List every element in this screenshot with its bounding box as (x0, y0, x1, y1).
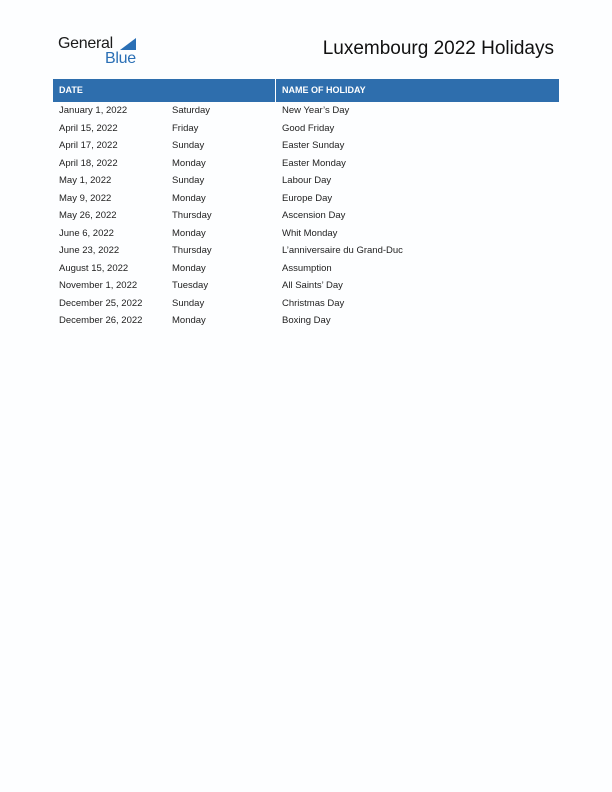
table-row (53, 190, 559, 208)
logo-triangle-icon (120, 38, 136, 50)
holiday-date: April 15, 2022 (59, 122, 118, 134)
holiday-weekday: Monday (172, 157, 206, 169)
header-holiday-name: NAME OF HOLIDAY (282, 85, 366, 95)
holiday-date: November 1, 2022 (59, 280, 138, 291)
table-header (53, 79, 559, 102)
holiday-weekday: Thursday (172, 245, 212, 256)
table-row (53, 225, 559, 243)
holiday-name: Easter Sunday (282, 140, 345, 151)
holiday-date: December 25, 2022 (59, 297, 143, 309)
holiday-date: December 26, 2022 (59, 315, 143, 326)
holiday-name: Easter Monday (282, 157, 346, 169)
table-row (53, 120, 559, 138)
table-row (53, 277, 559, 295)
table-row (53, 172, 559, 190)
logo-text-blue: Blue (105, 50, 136, 67)
table-row (53, 155, 559, 173)
holiday-date: August 15, 2022 (59, 262, 129, 274)
holiday-date: April 17, 2022 (59, 140, 118, 151)
holiday-weekday: Saturday (172, 105, 211, 116)
holiday-name: All Saints’ Day (282, 280, 343, 291)
holiday-date: April 18, 2022 (59, 157, 118, 169)
holiday-date: May 1, 2022 (59, 175, 112, 186)
table-row (53, 207, 559, 225)
holiday-weekday: Monday (172, 262, 206, 274)
holiday-weekday: Sunday (172, 175, 205, 186)
holiday-weekday: Monday (172, 192, 206, 204)
table-row (53, 260, 559, 278)
holiday-weekday: Tuesday (172, 280, 209, 291)
holidays-table (53, 79, 559, 330)
holiday-name: Labour Day (282, 175, 332, 186)
holiday-date: May 9, 2022 (59, 192, 112, 204)
holiday-name: Good Friday (282, 122, 335, 134)
table-row (53, 102, 559, 120)
table-body (53, 102, 559, 330)
holiday-name: L’anniversaire du Grand-Duc (282, 245, 403, 256)
holiday-weekday: Sunday (172, 140, 205, 151)
holiday-weekday: Friday (172, 122, 199, 134)
holiday-date: January 1, 2022 (59, 105, 128, 116)
generalblue-logo (58, 34, 148, 68)
table-row (53, 242, 559, 260)
table-row (53, 137, 559, 155)
holiday-weekday: Monday (172, 227, 206, 239)
holiday-weekday: Sunday (172, 297, 205, 309)
holiday-name: Ascension Day (282, 210, 346, 221)
holiday-name: New Year’s Day (282, 105, 350, 116)
holiday-weekday: Thursday (172, 210, 212, 221)
holiday-name: Christmas Day (282, 297, 345, 309)
page-title: Luxembourg 2022 Holidays (322, 38, 554, 59)
holiday-name: Boxing Day (282, 315, 331, 326)
holiday-date: June 23, 2022 (59, 245, 120, 256)
holiday-name: Assumption (282, 262, 332, 274)
holiday-date: May 26, 2022 (59, 210, 117, 221)
holiday-date: June 6, 2022 (59, 227, 114, 239)
logo-text-general: General (58, 35, 113, 52)
holiday-name: Whit Monday (282, 227, 338, 239)
holiday-name: Europe Day (282, 192, 333, 204)
holiday-weekday: Monday (172, 315, 206, 326)
table-row (53, 295, 559, 313)
table-row (53, 312, 559, 330)
header-date: DATE (53, 79, 276, 102)
